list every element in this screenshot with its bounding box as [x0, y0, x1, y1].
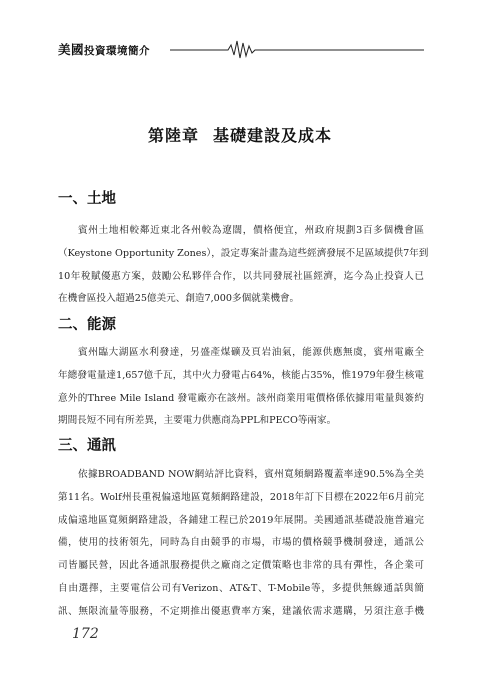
paragraph-line: 在機會區投入超過25億美元、創造7,000多個就業機會。: [58, 293, 300, 305]
paragraph-line: 自由選擇，主要電信公司有Verizon、AT&T、T-Mobile等，多提供無線通話與簡: [58, 582, 424, 594]
chapter-name: 基礎建設及成本: [213, 126, 333, 145]
paragraph-line: 備，使用的技術領先，同時為自由競爭的市場，市場的價格競爭機制發達，通訊公: [58, 537, 424, 549]
section-heading-land: 一、土地: [58, 190, 116, 207]
paragraph-line: 成偏遠地區寬頻網路建設，各鋪建工程已於2019年展開。美國通訊基礎設施普遍完: [58, 514, 424, 526]
paragraph-line: 賓州土地相較鄰近東北各州較為遼闊，價格便宜，州政府規劃3百多個機會區: [78, 225, 424, 236]
paragraph-line: 年總發電量達1,657億千瓦，其中火力發電占64%，核能占35%，惟1979年發生核電: [58, 369, 424, 381]
paragraph-line: （Keystone Opportunity Zones），設定專案計畫為這些經濟發展不足區域提供7年到: [58, 247, 429, 259]
section-heading-telecom: 三、通訊: [58, 437, 116, 454]
header-title-big: 美國: [58, 42, 85, 57]
section-heading-energy: 二、能源: [58, 316, 116, 333]
page-number: 172: [72, 626, 99, 642]
header-title-rest: 投資環境簡介: [84, 45, 151, 57]
chapter-number: 第陸章: [147, 126, 199, 145]
paragraph-line: 意外的Three Mile Island 發電廠亦在該州。該州商業用電價格係依據用電量與簽約: [58, 392, 424, 404]
chapter-title: [0, 123, 480, 146]
paragraph-line: 期間長短不同有所差異，主要電力供應商為PPL和PECO等兩家。: [58, 415, 337, 427]
paragraph-line: 第11名。Wolf州長重視偏遠地區寬頻網路建設，2018年訂下目標在2022年6月前完: [58, 491, 424, 503]
section-paragraph-energy: [58, 342, 424, 433]
paragraph-line: 賓州臨大湖區水利發達，另盛產煤礦及頁岩油氣，能源供應無虞，賓州電廠全: [78, 347, 424, 358]
section-paragraph-telecom: [58, 464, 424, 624]
header-title: [58, 40, 150, 58]
section-paragraph-land: [58, 220, 429, 311]
paragraph-line: 10年稅賦優惠方案，鼓勵公私夥伴合作，以共同發展社區經濟，迄今為止投資人已: [58, 270, 424, 282]
paragraph-line: 司皆屬民營，因此各通訊服務提供之廠商之定價策略也非常的具有彈性，各企業可: [58, 560, 424, 572]
running-header: [58, 34, 424, 64]
paragraph-line: 訊、無限流量等服務，不定期推出優惠費率方案，建議依需求選購，另須注意手機: [58, 605, 424, 617]
paragraph-line: 依據BROADBAND NOW網站評比資料，賓州寬頻網路覆蓋率達90.5%為全美: [78, 469, 424, 480]
